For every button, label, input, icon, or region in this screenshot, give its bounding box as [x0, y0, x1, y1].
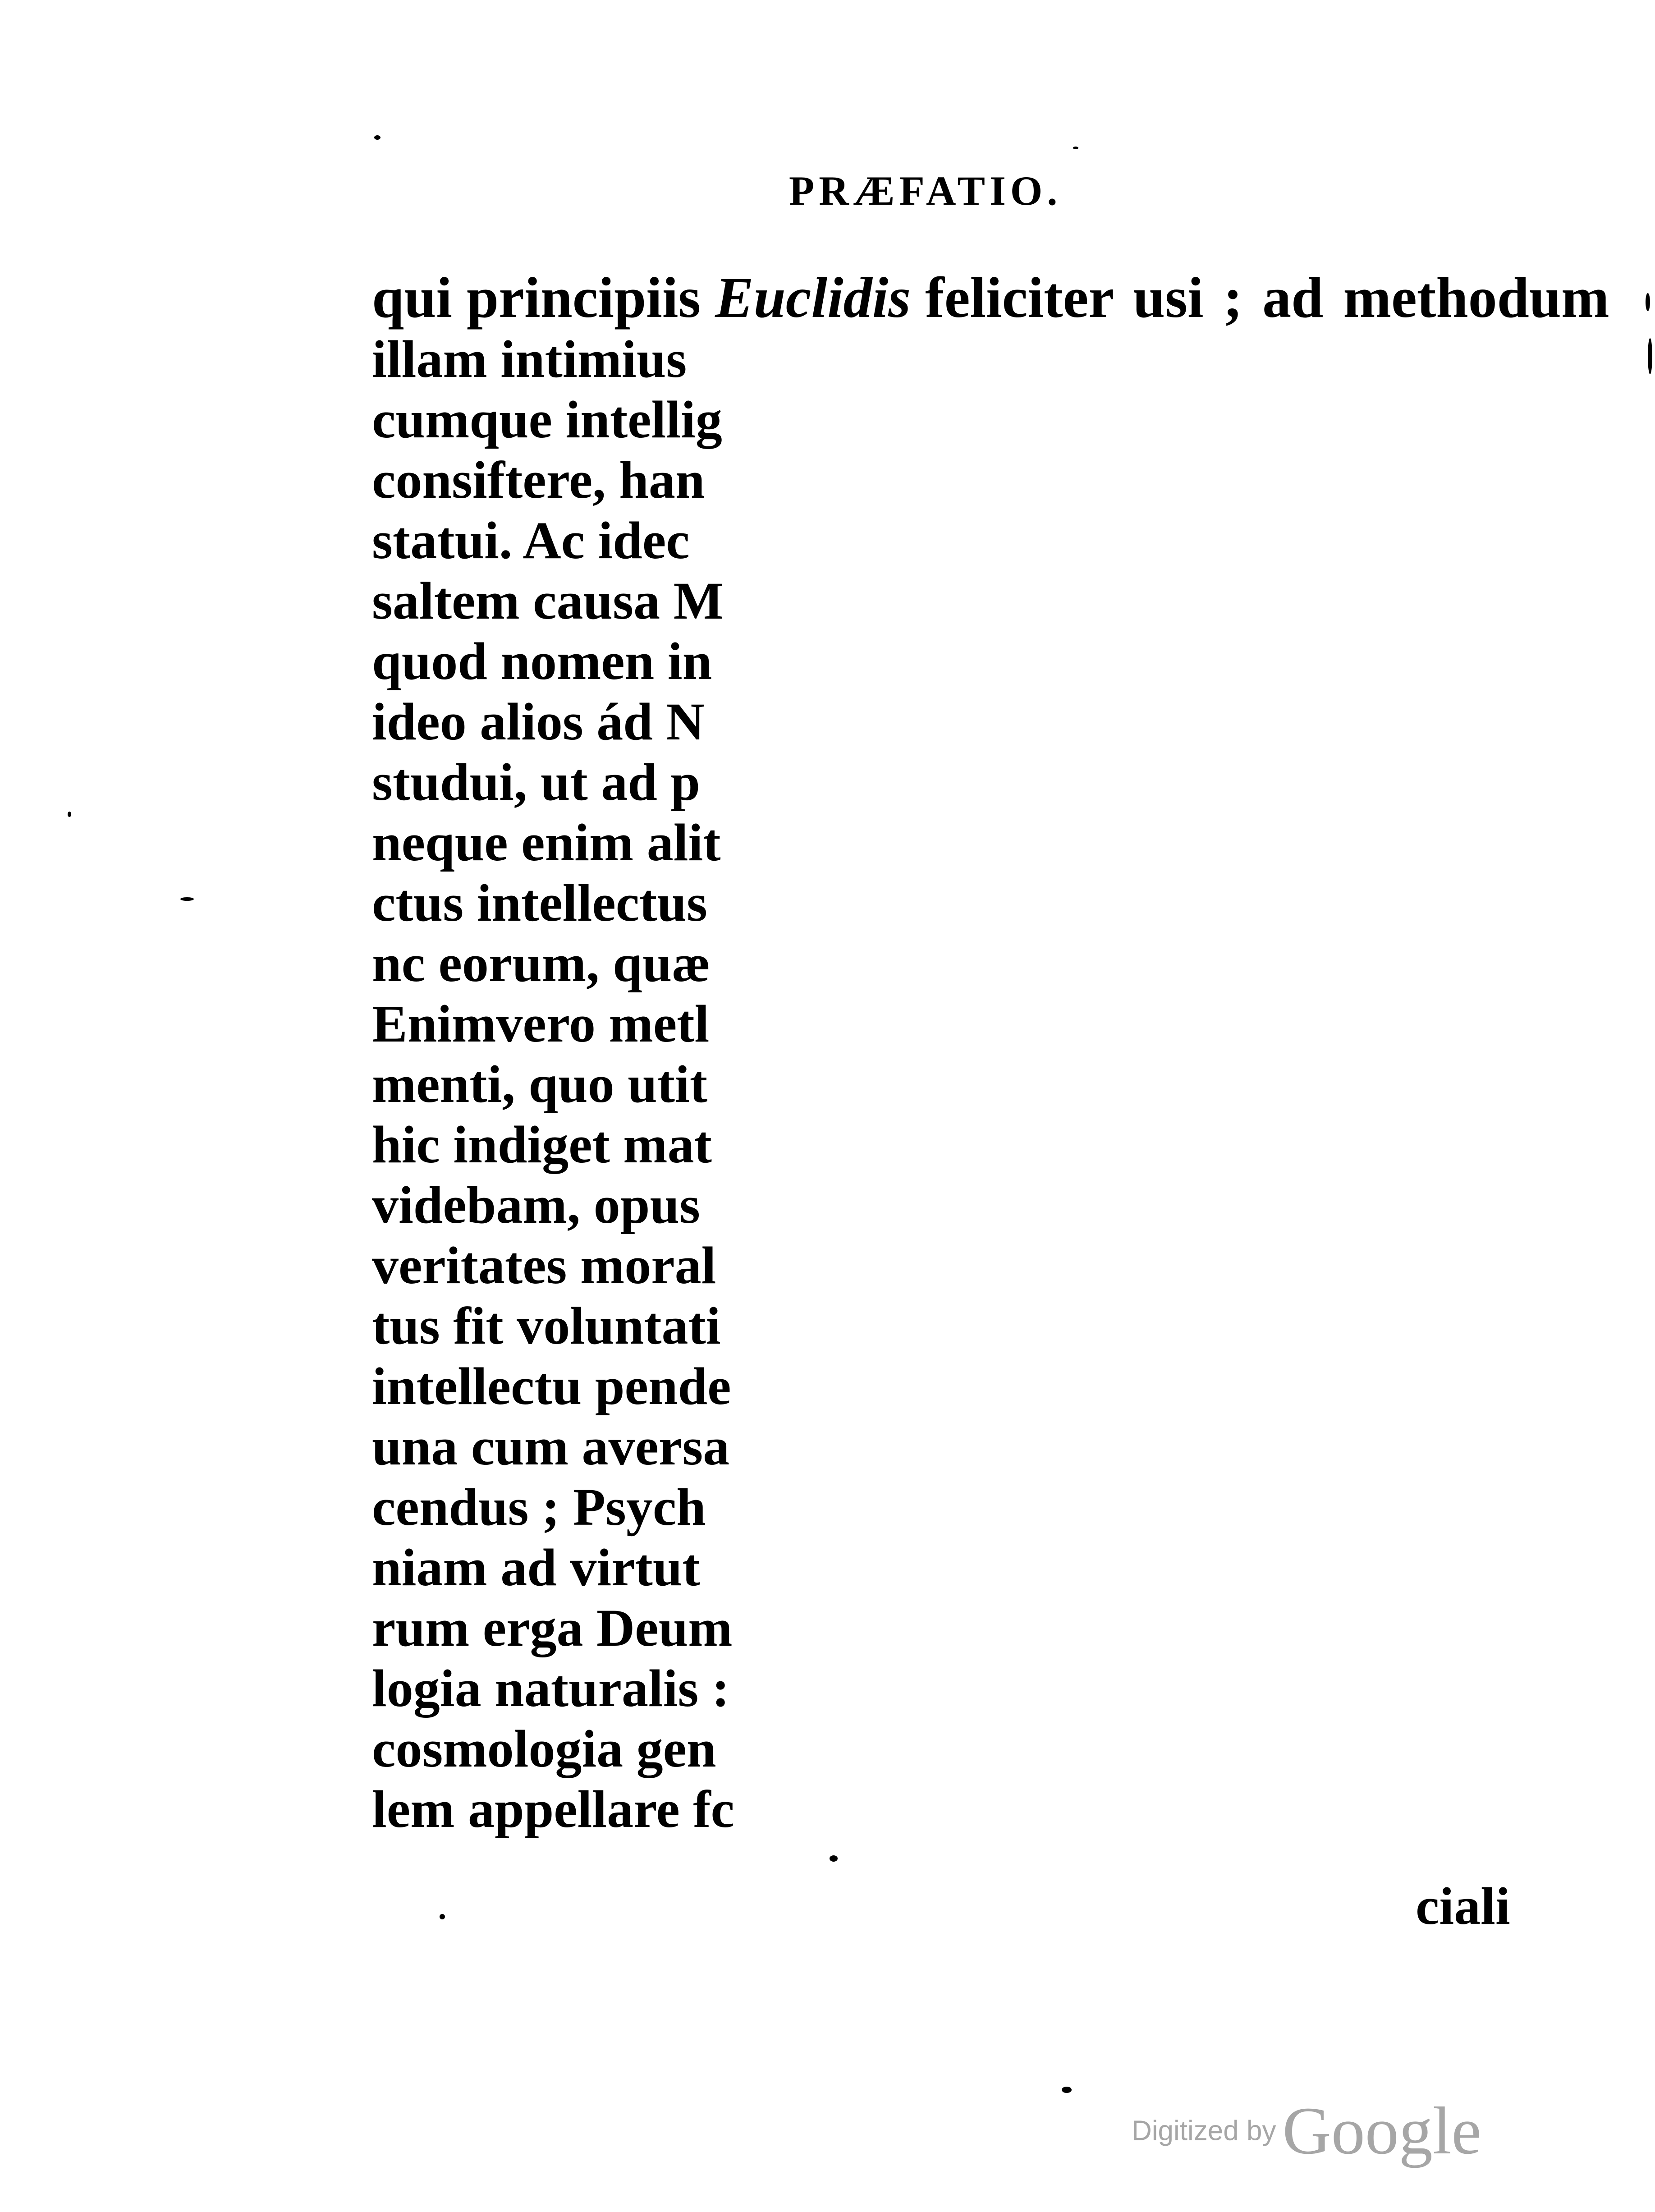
text-line: cosmologia gen [372, 1719, 716, 1778]
text-line: intellectu pende [372, 1357, 731, 1416]
text-line: saltem causa M [372, 571, 724, 630]
running-title: PRÆFATIO. [789, 168, 1062, 214]
text-line: neque enim alit [372, 813, 721, 872]
scan-speck [1648, 338, 1652, 374]
text-line: statui. Ac idec [372, 511, 690, 570]
text-column [372, 329, 737, 1876]
text-line: cumque intellig [372, 390, 722, 449]
first-line-part-1: qui principiis [372, 266, 701, 330]
scan-speck [180, 897, 194, 901]
text-line: hic indiget mat [372, 1115, 712, 1174]
text-line: illam intimius [372, 330, 687, 389]
text-line: consiftere, han [372, 450, 705, 509]
scan-speck [374, 135, 381, 140]
watermark-prefix: Digitized by [1132, 2115, 1276, 2147]
digitized-watermark [1132, 2092, 1481, 2170]
text-line: lem appellare fc [372, 1780, 734, 1839]
first-line-italic-name: Euclidis [715, 266, 911, 330]
scan-speck [68, 812, 71, 817]
text-line: cendus ; Psych [372, 1478, 706, 1537]
text-line: videbam, opus [372, 1175, 700, 1234]
google-logo: Google [1282, 2093, 1482, 2168]
scan-speck [830, 1855, 838, 1862]
text-line: studui, ut ad p [372, 753, 701, 812]
text-line: logia naturalis : [372, 1659, 730, 1718]
text-line: tus fit voluntati [372, 1296, 721, 1355]
text-line: niam ad virtut [372, 1538, 700, 1597]
text-line: menti, quo utit [372, 1055, 708, 1114]
first-line-part-3: feliciter usi ; ad methodum [925, 266, 1609, 330]
scan-speck [1646, 293, 1650, 311]
first-text-line [372, 266, 1609, 330]
text-line: rum erga Deum [372, 1598, 733, 1657]
text-line: quod nomen in [372, 632, 712, 691]
text-line: Enimvero metl [372, 994, 710, 1053]
text-line: ideo alios ád N [372, 692, 705, 751]
scan-speck [1073, 147, 1078, 149]
text-line: nc eorum, quæ [372, 934, 711, 993]
text-line: ctus intellectus [372, 873, 707, 932]
scan-speck [1062, 2087, 1072, 2093]
catchword: ciali [1416, 1877, 1510, 1936]
text-line: veritates moral [372, 1236, 716, 1295]
scan-speck [440, 1914, 445, 1919]
text-line: una cum aversa [372, 1417, 730, 1476]
